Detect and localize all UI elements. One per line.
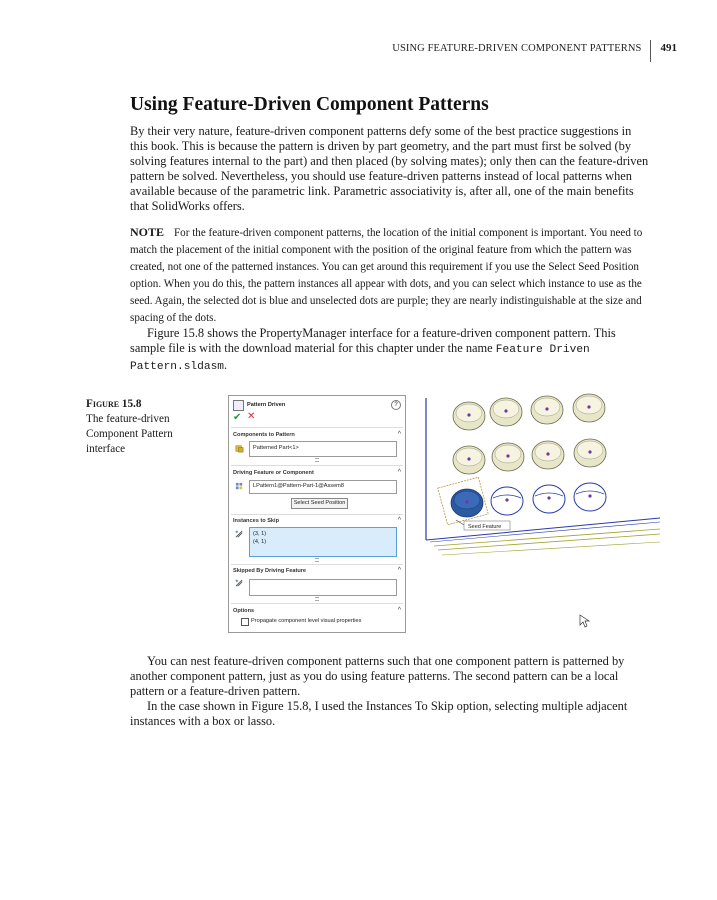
pattern-instance[interactable] [531,396,563,424]
skipped-instance[interactable] [574,483,606,511]
propagate-properties-label: Propagate component level visual properties [251,618,362,624]
seed-instance[interactable] [451,489,483,517]
instances-to-skip-listbox[interactable] [249,527,397,557]
figure-caption [86,397,196,457]
pattern-instance[interactable] [490,398,522,426]
note-label: NOTE [130,225,165,239]
resize-handle[interactable] [315,458,319,462]
figure-number: Figure 15.8 [86,398,142,410]
divider [231,564,403,565]
pattern-instance[interactable] [453,402,485,430]
pm-title: Pattern Driven [247,402,286,408]
components-listbox[interactable] [249,441,397,457]
driving-feature-icon [235,482,244,491]
running-title: USING FEATURE-DRIVEN COMPONENT PATTERNS [392,43,642,54]
select-seed-position-button[interactable]: Select Seed Position [291,498,348,509]
driving-feature-value: LPattern1@Pattern-Part-1@Assem8 [253,483,344,489]
body-paragraph-3: You can nest feature-driven component patterns such that one component pattern is patterned by another component pattern, just as you do using feature patterns. The second pattern can be a local pattern or a feature-driven pattern. [130,654,625,698]
resize-handle[interactable] [315,597,319,601]
skip-list-item[interactable]: (4, 1) [253,539,267,545]
driving-feature-field[interactable] [249,480,397,494]
sample-filename: Feature Driven Pattern.sldasm [130,344,590,373]
help-icon[interactable]: ? [391,400,401,410]
body-paragraph-2 [130,326,650,375]
collapse-chevron-icon[interactable]: ^ [397,607,401,614]
ok-icon[interactable]: ✔ [233,412,242,423]
body-paragraph-4: In the case shown in Figure 15.8, I used the Instances To Skip option, selecting multiple adjacent instances with a box or lasso. [130,699,628,728]
figure-caption-text: The feature-driven Component Pattern interface [86,413,173,455]
group-components-title: Components to Pattern [233,432,295,438]
divider [231,427,403,428]
note-text: For the feature-driven component patterns, the location of the initial component is important. You need to match the placement of the initial component with the position of the original feature from which the pattern was created, not one of the patterned instances. You can get around this requirement if you use the Select Seed Position option. When you do this, the pattern instances all appear with dots, and you can select which instance to use as the seed. Again, the selected dot is blue and unselected dots are purple; they are nearly indistinguishable at the size and spacing of the dots. [130,227,643,324]
group-options-title: Options [233,608,255,614]
pattern-instance[interactable] [492,443,524,471]
components-list-item[interactable]: Patterned Part<1> [253,445,299,451]
pm-header [233,399,401,409]
divider [231,603,403,604]
divider [231,514,403,515]
skipped-instance[interactable] [491,487,523,515]
skip-instances-icon [235,530,244,539]
pattern-instance[interactable] [532,441,564,469]
skip-instances-icon [235,579,244,588]
pattern-instance[interactable] [574,439,606,467]
note-block [130,224,658,327]
running-header [392,40,677,64]
cancel-icon[interactable]: ✕ [247,411,256,422]
component-icon [235,444,244,453]
skip-list-item[interactable]: (3, 1) [253,531,267,537]
collapse-chevron-icon[interactable]: ^ [397,567,401,574]
seed-feature-label: Seed Feature [468,524,502,530]
property-manager-panel [228,395,406,633]
group-skipped-by-driving-title: Skipped By Driving Feature [233,568,307,574]
body-paragraph-1: By their very nature, feature-driven component patterns defy some of the best practice suggestions in this book. This is because the pattern is driven by part geometry, and the part must first be solved (by solving features internal to the part) and then placed (by solving mates); only then can the feature-driven pattern be solved. Nevertheless, you should use feature-driven patterns instead of local patterns when available because of the parametric link. Parametric associativity is, after all, one of the main benefits that SolidWorks offers. [130,124,649,213]
divider [231,465,403,466]
resize-handle[interactable] [315,558,319,562]
pattern-instance[interactable] [453,446,485,474]
skipped-by-driving-listbox[interactable] [249,579,397,596]
propagate-properties-checkbox[interactable] [241,618,249,626]
skipped-instance[interactable] [533,485,565,513]
pattern-instance[interactable] [573,394,605,422]
graphics-area [420,390,660,635]
paragraph-2-text: Figure 15.8 shows the PropertyManager interface for a feature-driven component pattern. This sample file is with the download material for this chapter under the name [130,326,616,355]
group-instances-to-skip-title: Instances to Skip [233,518,280,524]
collapse-chevron-icon[interactable]: ^ [397,517,401,524]
group-driving-feature-title: Driving Feature or Component [233,470,314,476]
sketch-line [438,534,660,550]
pattern-driven-icon [233,400,244,411]
page-number: 491 [660,42,677,54]
sketch-line [442,542,660,555]
collapse-chevron-icon[interactable]: ^ [397,431,401,438]
section-title: Using Feature-Driven Component Patterns [130,94,489,115]
mouse-cursor-icon [580,615,589,627]
collapse-chevron-icon[interactable]: ^ [397,469,401,476]
paragraph-2-end: . [224,358,228,372]
